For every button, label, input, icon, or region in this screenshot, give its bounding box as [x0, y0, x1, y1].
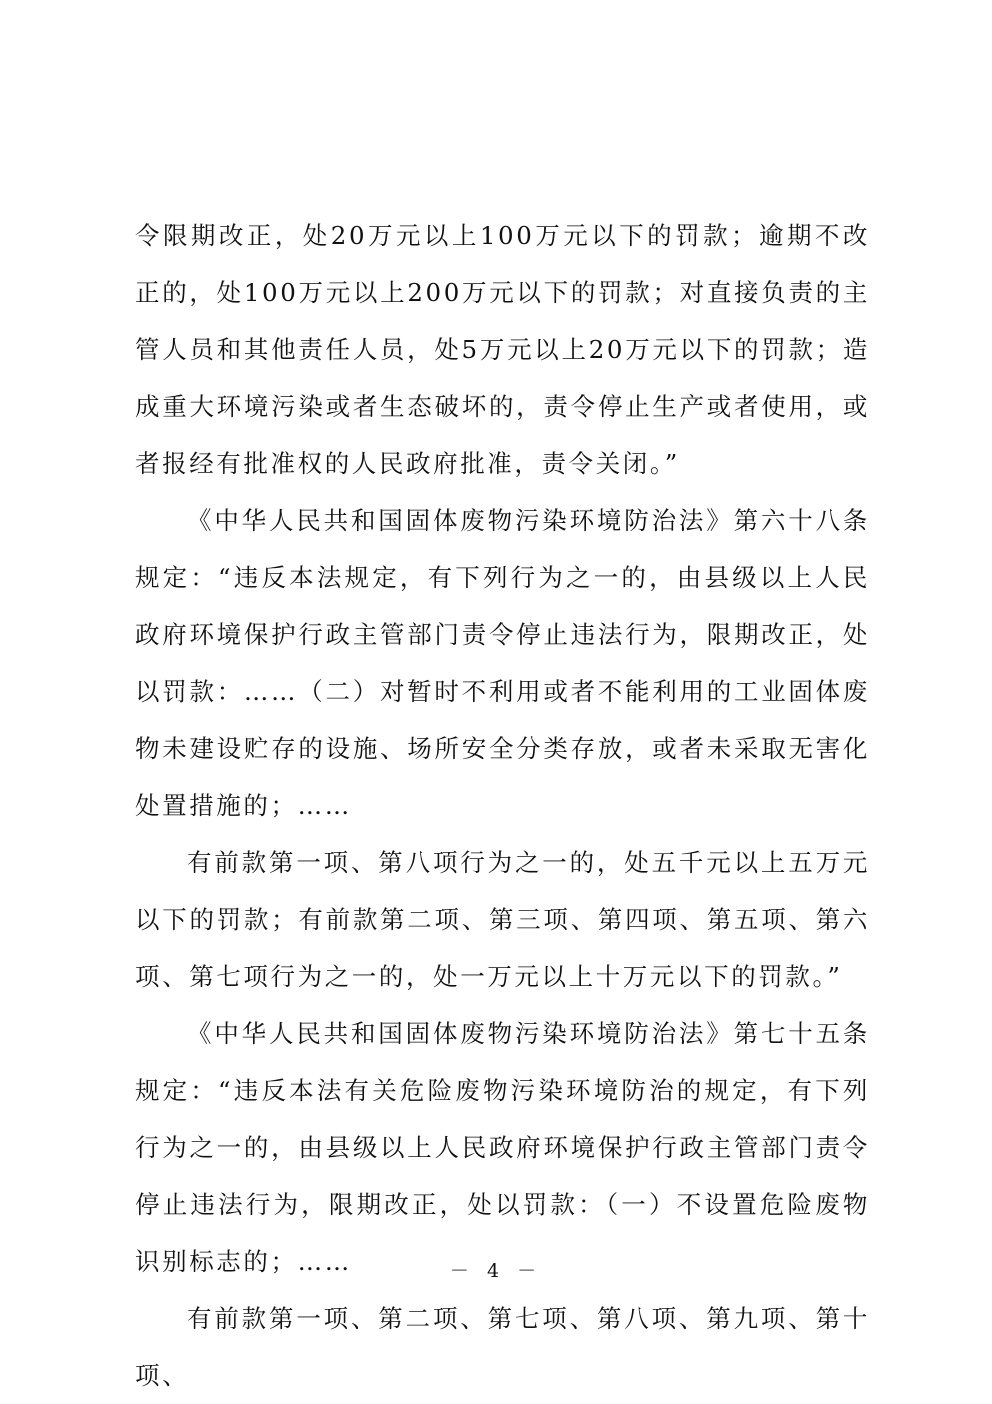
- paragraph-article-75: 《中华人民共和国固体废物污染环境防治法》第七十五条规定：“违反本法有关危险废物污染环境防治的规定，有下列行为之一的，由县级以上人民政府环境保护行政主管部门责令停止违法行为，限期改正，处以罚款：（一）不设置危险废物识别标志的；……: [135, 1019, 870, 1276]
- document-body: [135, 207, 870, 1404]
- paragraph-article-68-penalties: 有前款第一项、第八项行为之一的，处五千元以上五万元以下的罚款；有前款第二项、第三项、第四项、第五项、第六项、第七项行为之一的，处一万元以上十万元以下的罚款。”: [135, 848, 870, 991]
- paragraph-article-75-penalties: 有前款第一项、第二项、第七项、第八项、第九项、第十项、: [135, 1304, 870, 1390]
- paragraph-continuation: 令限期改正，处20万元以上100万元以下的罚款；逾期不改正的，处100万元以上200万元以下的罚款；对直接负责的主管人员和其他责任人员，处5万元以上20万元以下的罚款；造成重大环境污染或者生态破坏的，责令停止生产或者使用，或者报经有批准权的人民政府批准，责令关闭。”: [135, 221, 870, 478]
- page-number: － 4 －: [449, 1260, 543, 1282]
- paragraph-article-68: 《中华人民共和国固体废物污染环境防治法》第六十八条规定：“违反本法规定，有下列行为之一的，由县级以上人民政府环境保护行政主管部门责令停止违法行为，限期改正，处以罚款：……（二）对暂时不利用或者不能利用的工业固体废物未建设贮存的设施、场所安全分类存放，或者未采取无害化处置措施的；……: [135, 506, 870, 820]
